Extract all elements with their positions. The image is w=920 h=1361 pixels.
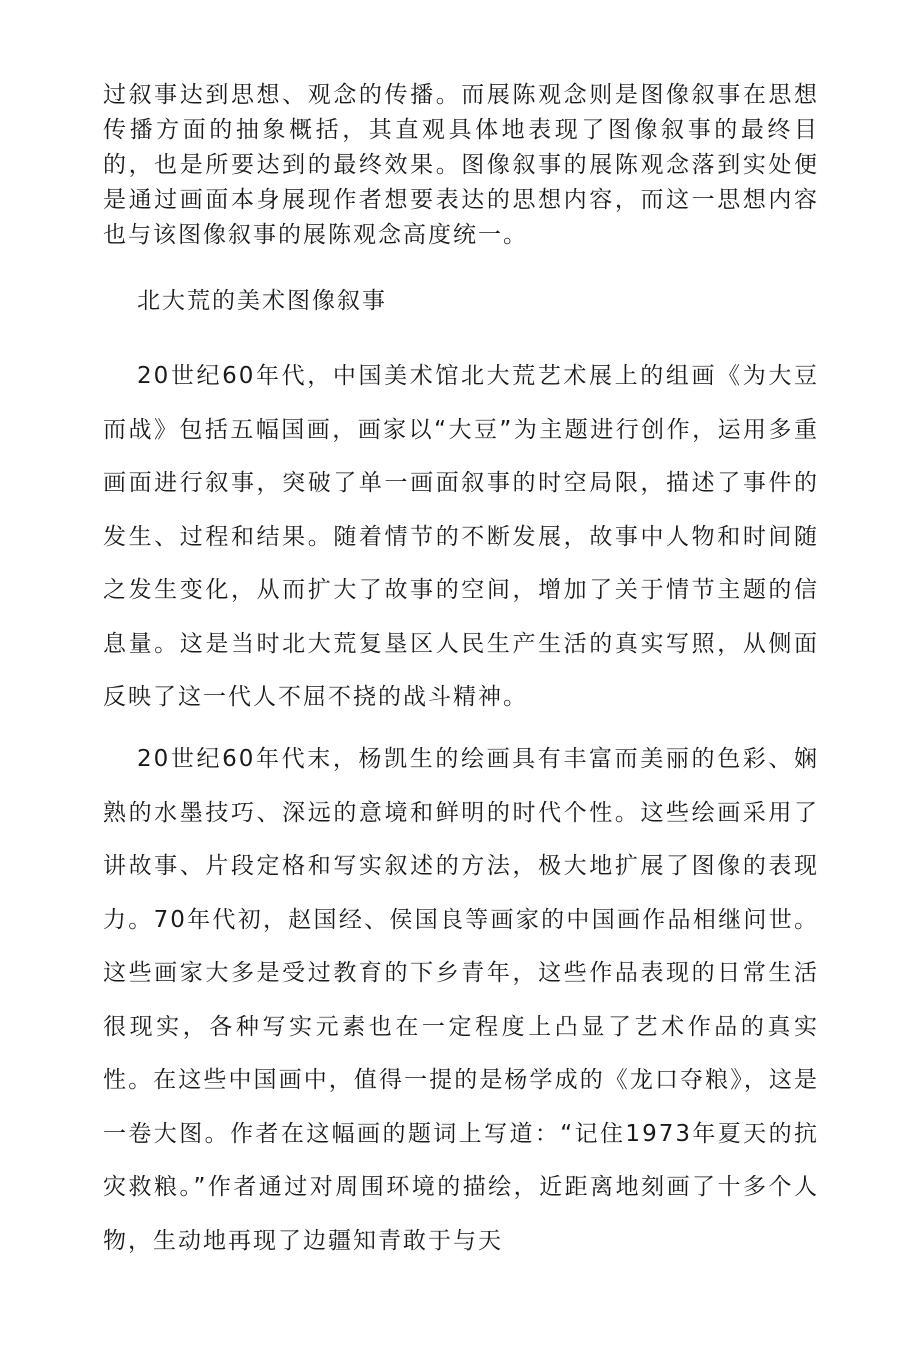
section-heading: 北大荒的美术图像叙事: [137, 288, 387, 314]
body-paragraph-2: 20世纪60年代，中国美术馆北大荒艺术展上的组画《为大豆而战》包括五幅国画，画家以“大豆”为主题进行创作，运用多重画面进行叙事，突破了单一画面叙事的时空局限，描述了事件的发生、过程和结果。随着情节的不断发展，故事中人物和时间随之发生变化，从而扩大了故事的空间，增加了关于情节主题的信息量。这是当时北大荒复垦区人民生产生活的真实写照，从侧面反映了这一代人不屈不挠的战斗精神。: [103, 363, 819, 710]
body-paragraph-3: 20世纪60年代末，杨凯生的绘画具有丰富而美丽的色彩、娴熟的水墨技巧、深远的意境和鲜明的时代个性。这些绘画采用了讲故事、片段定格和写实叙述的方法，极大地扩展了图像的表现力。70年代初，赵国经、侯国良等画家的中国画作品相继问世。这些画家大多是受过教育的下乡青年，这些作品表现的日常生活很现实，各种写实元素也在一定程度上凸显了艺术作品的真实性。在这些中国画中，值得一提的是杨学成的《龙口夺粮》，这是一卷大图。作者在这幅画的题词上写道：“记住1973年夏天的抗灾救粮。”作者通过对周围环境的描绘，近距离地刻画了十多个人物，生动地再现了边疆知青敢于与天: [103, 746, 819, 1254]
body-paragraph-1: 过叙事达到思想、观念的传播。而展陈观念则是图像叙事在思想传播方面的抽象概括，其直观具体地表现了图像叙事的最终目的，也是所要达到的最终效果。图像叙事的展陈观念落到实处便是通过画面本身展现作者想要表达的思想内容，而这一思想内容也与该图像叙事的展陈观念高度统一。: [103, 82, 819, 248]
